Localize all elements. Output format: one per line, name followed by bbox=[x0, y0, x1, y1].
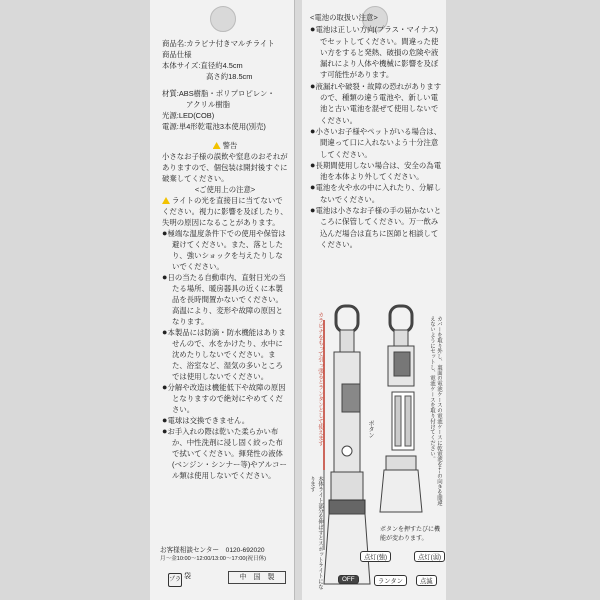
spec-title: 商品仕様 bbox=[162, 50, 192, 59]
pull-label: カラビナをもって引っ張るとランタンとして使えます bbox=[317, 312, 323, 447]
mode-strong-label: 点灯(強) bbox=[360, 551, 391, 562]
mode-off bbox=[338, 575, 359, 584]
usage-item: ●電球は交換できません。 bbox=[162, 415, 250, 425]
bullet-icon: ● bbox=[162, 272, 168, 282]
product-name: 商品名:カラビナ付きマルチライト bbox=[162, 39, 275, 48]
bullet-icon: ● bbox=[162, 382, 168, 392]
bullet-icon: ● bbox=[162, 415, 168, 425]
mode-blink bbox=[416, 575, 437, 586]
bullet-icon: ● bbox=[310, 80, 316, 91]
warning-block bbox=[162, 140, 288, 481]
battery-title: <電池の取扱い注意> bbox=[310, 13, 378, 22]
usage-title: <ご使用上の注意> bbox=[194, 185, 256, 194]
spec-block bbox=[162, 38, 290, 132]
mode-lantern bbox=[374, 575, 407, 586]
recycle-icon: プラ bbox=[168, 573, 182, 587]
usage-item: ●お手入れの際は乾いた柔らかい布か、中性洗剤に浸し固く絞った布で拭いてください。揮発性の液体(ベンジン・シンナー等)やアルコール類は使用しないでください。 bbox=[162, 426, 287, 480]
made-in: 中 国 製 bbox=[228, 571, 286, 584]
warning-icon bbox=[213, 142, 221, 149]
battery-case-illustration bbox=[380, 306, 422, 512]
warning-icon bbox=[162, 197, 170, 204]
usage-item: ●日の当たる自動車内、直射日光の当たる場所、暖房器具の近くに本製品を長時間置かないでください。高温により、変形や故障の原因となります。 bbox=[162, 272, 286, 326]
recycle-label: 袋 bbox=[183, 573, 191, 580]
support-hours: 月〜金10:00〜12:00/13:00〜17:00(祝日休) bbox=[160, 556, 267, 562]
material-line: 材質:ABS樹脂・ポリプロピレン・ bbox=[162, 89, 275, 98]
lantern-illustration bbox=[324, 306, 370, 584]
cover-label: カバーを取り外し、裏面の電池ケースの電池ケースに乾電池を+−の向きを間違えないようにセットし、電池ケースを取り付けてください。 bbox=[429, 316, 442, 506]
bullet-icon: ● bbox=[310, 159, 316, 170]
mode-lantern-label: ランタン bbox=[374, 575, 407, 586]
bullet-icon: ● bbox=[310, 182, 316, 193]
usage-intro-row bbox=[162, 195, 288, 228]
mode-weak-label: 点灯(弱) bbox=[414, 551, 445, 562]
light-source: 光源:LED(COB) bbox=[162, 111, 215, 120]
bullet-icon: ● bbox=[310, 205, 316, 216]
material-cont: アクリル樹脂 bbox=[186, 100, 231, 109]
size-line: 本体サイズ:直径約4.5cm bbox=[162, 61, 243, 70]
size-height: 高さ約18.5cm bbox=[206, 72, 253, 81]
support-center: お客様相談センター 0120-692020 bbox=[160, 547, 265, 554]
warning-title: 警告 bbox=[222, 141, 238, 150]
bullet-icon: ● bbox=[162, 228, 168, 238]
power-line: 電源:単4形乾電池3本使用(別売) bbox=[162, 122, 266, 131]
battery-item: ●長期間使用しない場合は、安全の為電池を本体より外してください。 bbox=[310, 159, 442, 182]
bullet-icon: ● bbox=[162, 327, 168, 337]
mode-off-label: OFF bbox=[338, 575, 359, 584]
bullet-icon: ● bbox=[310, 125, 316, 136]
usage-item: ●極端な温度条件下での使用や保管は避けてください。また、落としたり、強いショックを与えたりしないでください。 bbox=[162, 228, 286, 271]
mode-blink-label: 点滅 bbox=[416, 575, 437, 586]
battery-item: ●液漏れや破裂・故障の恐れがありますので、種類の違う電池や、新しい電池と古い電池を混ぜて使用しないでください。 bbox=[310, 80, 442, 125]
bullet-icon: ● bbox=[162, 426, 168, 436]
button-label: ボタン bbox=[367, 420, 373, 438]
battery-item: ●電池は正しい方向(プラス・マイナス)でセットしてください。間違った使い方をすると発熱、破損の危険や液漏れにより人体や機械に影響を及ぼす可能性があります。 bbox=[310, 24, 439, 80]
usage-intro: ライトの光を直接目に当てないでください。視力に影響を及ぼしたり、失明の原因になることがあります。 bbox=[162, 196, 288, 227]
bullet-icon: ● bbox=[310, 24, 316, 35]
right-card bbox=[302, 0, 446, 600]
warning-title-row bbox=[162, 140, 288, 151]
mode-weak bbox=[414, 551, 445, 562]
footer bbox=[160, 546, 290, 564]
hang-hole bbox=[210, 6, 236, 32]
left-card bbox=[150, 0, 295, 600]
warning-text: 小さなお子様の誤飲や窒息のおそれがありますので、個包装は開封後すぐに破棄してください。 bbox=[162, 152, 288, 183]
usage-item: ●分解や改造は機能低下や故障の原因となりますので絶対にやめてください。 bbox=[162, 382, 286, 414]
battery-item: ●電池を火や水の中に入れたり、分解しないでください。 bbox=[310, 182, 442, 204]
usage-item: ●本製品には防滴・防水機能はありませんので、水をかけたり、水中に沈めたりしないでください。また、浴室など、湿気の多いところでは使用しないでください。 bbox=[162, 327, 286, 381]
mode-strong bbox=[360, 551, 391, 562]
battery-item: ●電池は小さなお子様の手の届かないところに保管してください。万一飲み込んだ場合は直ちに医師と相談してください。 bbox=[310, 205, 442, 249]
recycle-mark bbox=[168, 571, 191, 587]
press-text: ボタンを押すたびに機能が変わります。 bbox=[380, 527, 441, 542]
battery-block bbox=[310, 12, 444, 250]
slide-label: 本体ライト部分を伸ばすとスポットライトになります bbox=[309, 476, 323, 590]
battery-item: ●小さいお子様やペットがいる場合は、間違って口に入れないよう十分注意してください。 bbox=[310, 125, 442, 159]
